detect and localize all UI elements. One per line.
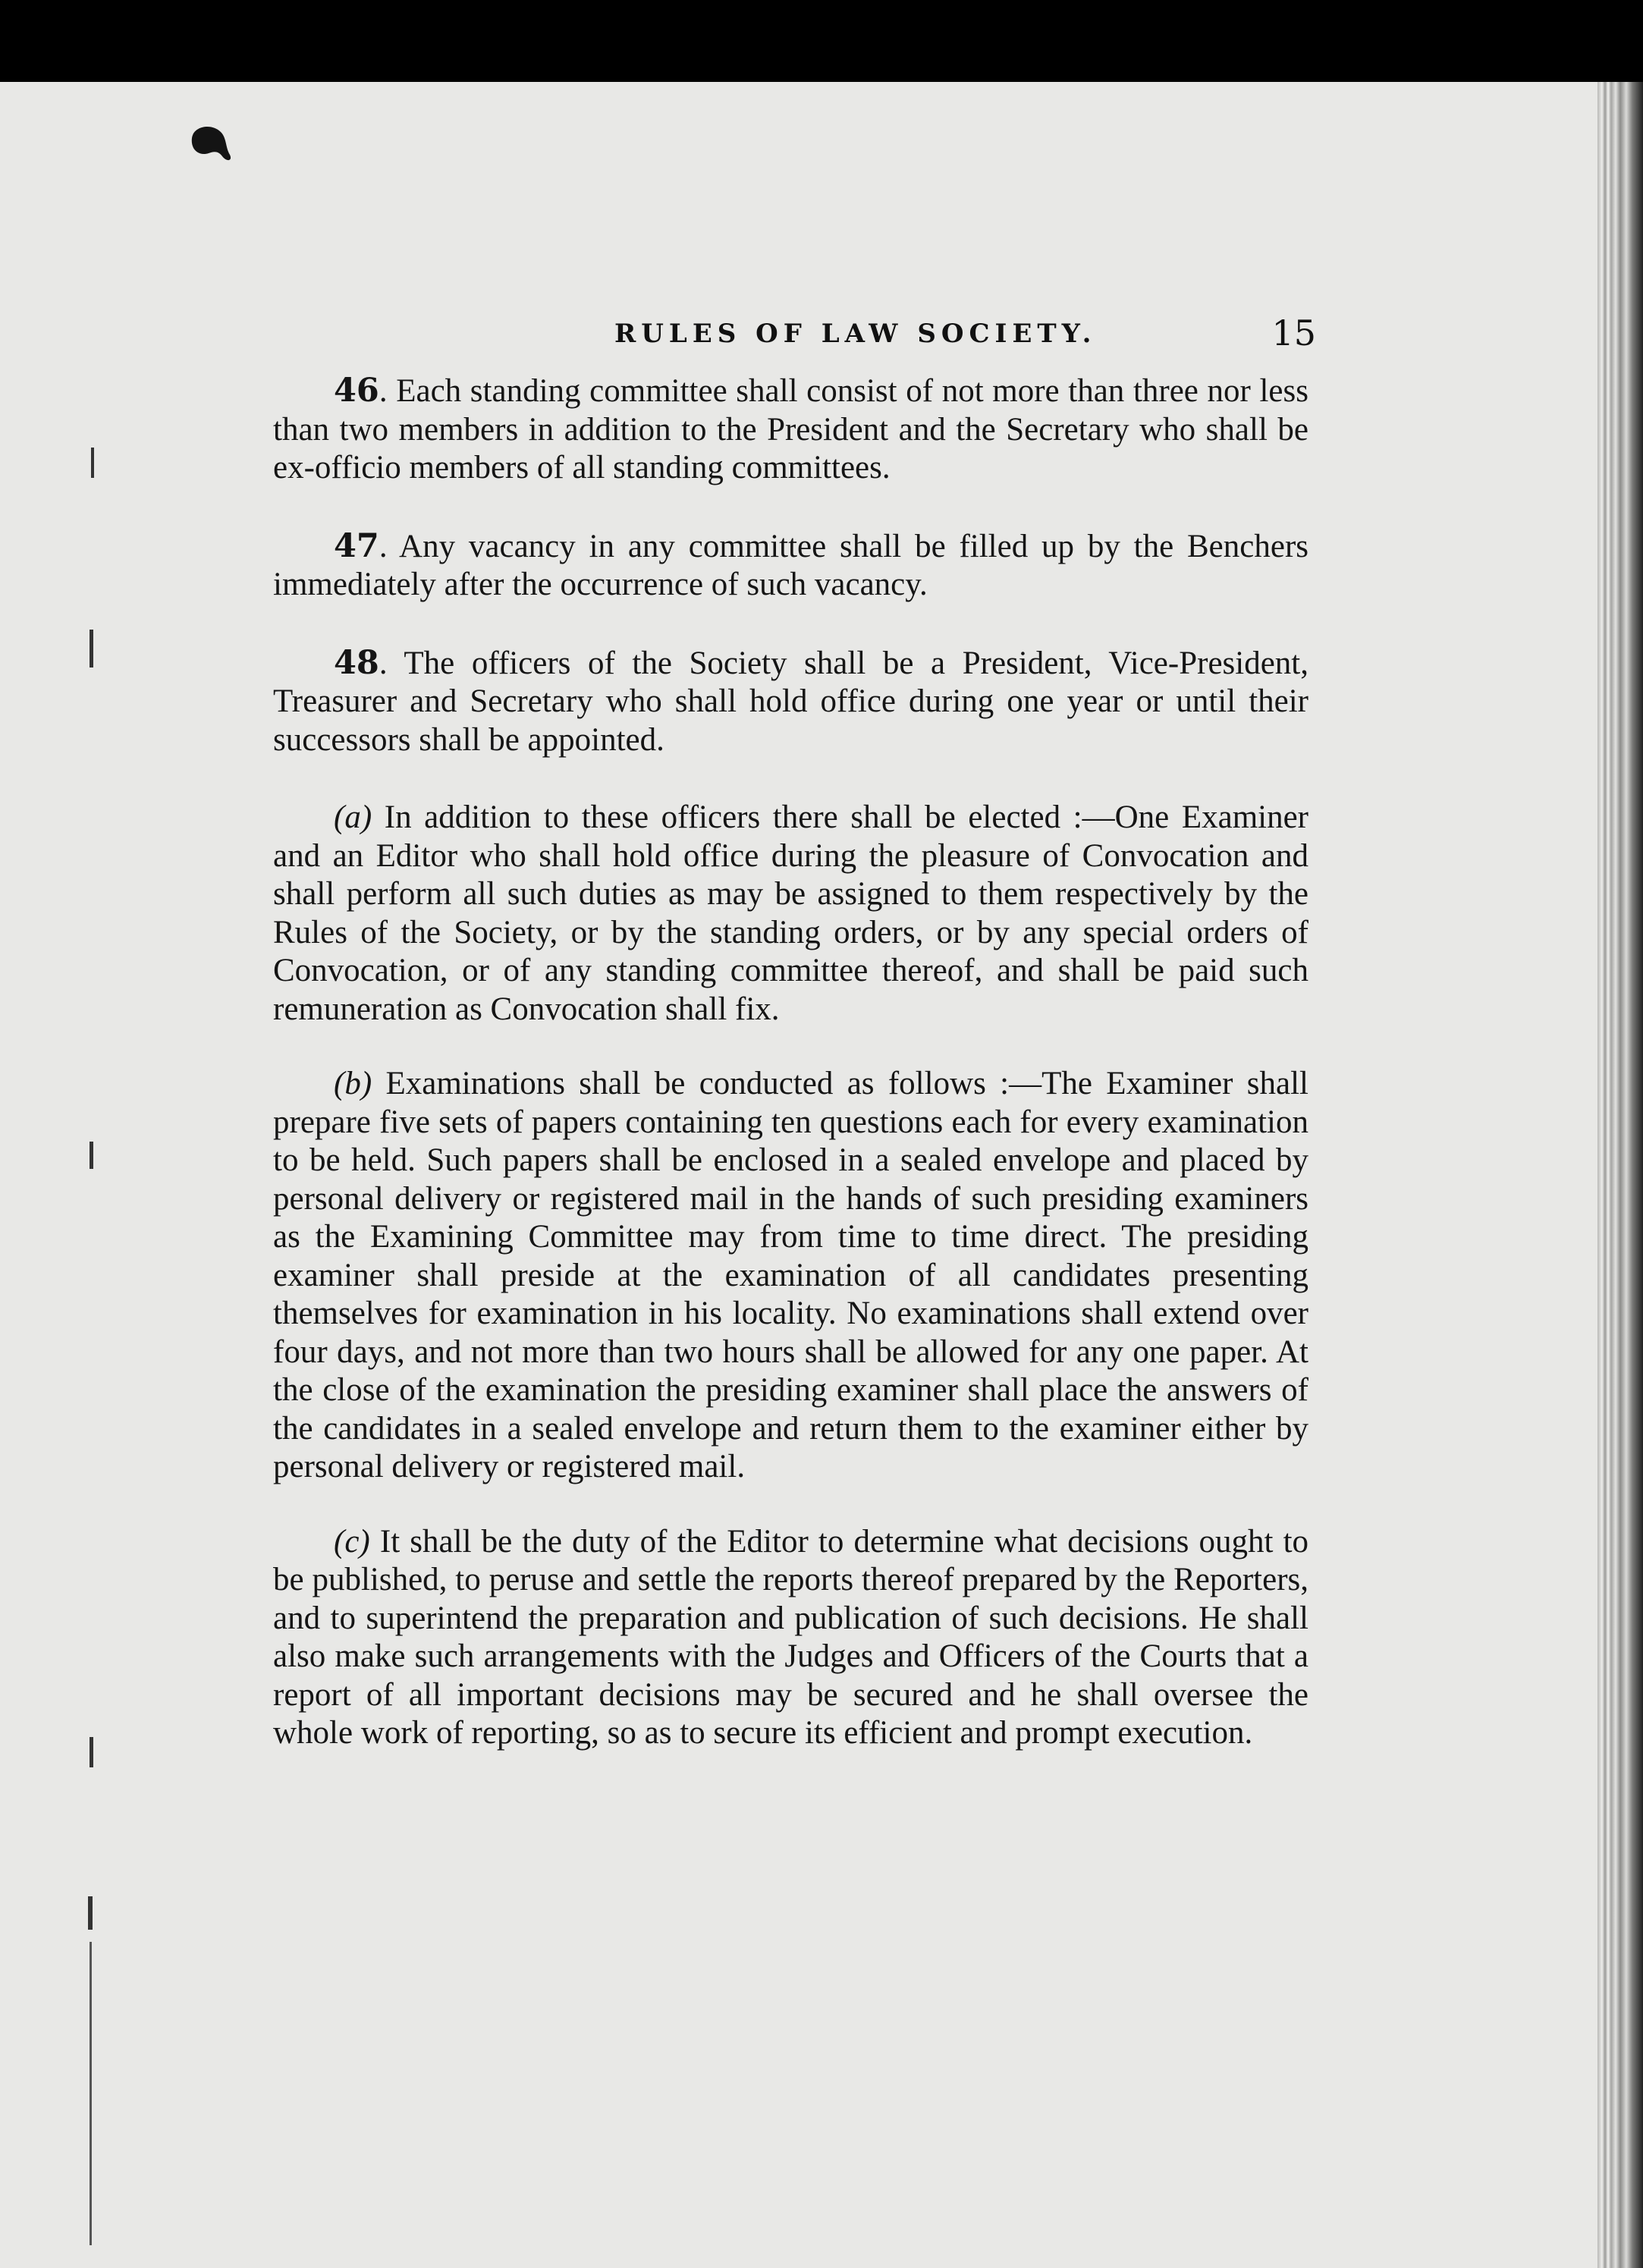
subsection-label: (c) (334, 1523, 370, 1560)
margin-bleed-mark (90, 630, 93, 668)
subsection-a (273, 799, 1308, 1029)
margin-bleed-mark (90, 1142, 93, 1169)
page-number: 15 (1271, 313, 1316, 353)
page-body (273, 372, 1308, 1789)
ink-blot-mark (186, 121, 239, 174)
section-46: 46. Each standing committee shall consist of not more than three nor less than two members in addition to the President and the Secretary who shall be ex-officio members of all standing committees. (273, 372, 1308, 485)
subsection-b (273, 1065, 1308, 1487)
margin-bleed-mark (90, 1737, 93, 1767)
section-48: 48. The officers of the Society shall be a President, Vice-President, Treasurer and Secretary who shall hold office during one year or until their successors shall be appointed. (273, 643, 1308, 758)
section-number: 48 (334, 643, 379, 682)
subsection-label: (b) (334, 1066, 372, 1101)
running-header (273, 313, 1316, 364)
section-text: Each standing committee shall consist of not more than three nor less than two members in addition to the President and the Secretary who shall be ex-officio members of all standing committees. (273, 373, 1308, 485)
subsection-text: Examinations shall be conducted as follows :—The Examiner shall prepare five sets of papers containing ten questions each for every examination to be held. Such papers shall be enclosed in a sealed envelope and placed by personal delivery or registered mail in the hands of such presiding examiners as the Examining Committee may from time to time direct. The presiding examiner shall preside at the examination of all candidates presenting themselves for examination in his locality. No examinations shall extend over four days, and not more than two hours shall be allowed for any one paper. At the close of the examination the presiding examiner shall place the answers of the candidates in a sealed envelope and return them to the examiner either by personal delivery or registered mail. (273, 1066, 1308, 1484)
margin-bleed-mark (91, 448, 94, 478)
section-number: 47 (334, 526, 379, 565)
subsection-c (273, 1523, 1308, 1753)
section-text: The officers of the Society shall be a President, Vice-President, Treasurer and Secretary who shall hold office during one year or until their successors shall be appointed. (273, 645, 1308, 758)
subsection-text: It shall be the duty of the Editor to determine what decisions ought to be published, to peruse and settle the reports thereof prepared by the Reporters, and to superintend the preparation and publication of such decisions. He shall also make such arrangements with the Judges and Officers of the Courts that a report of all important decisions may be secured and he shall oversee the whole work of reporting, so as to secure its efficient and prompt execution. (273, 1523, 1309, 1751)
section-47: 47. Any vacancy in any committee shall be filled up by the Benchers immediately after the occurrence of such vacancy. (273, 526, 1308, 602)
section-text: Any vacancy in any committee shall be filled up by the Benchers immediately after the occurrence of such vacancy. (273, 528, 1308, 602)
margin-bleed-mark (88, 1896, 93, 1930)
subsection-label: (a) (334, 799, 372, 835)
page-edge-shadow (1597, 82, 1643, 2268)
running-title: RULES OF LAW SOCIETY. (614, 319, 1097, 349)
subsection-text: In addition to these officers there shall be elected :—One Examiner and an Editor who shall hold office during the pleasure of Convocation and shall perform all such duties as may be assigned to them respectively by the Rules of the Society, or by the standing orders, or by any special orders of Convocation, or of any standing committee thereof, and shall be paid such remuneration as Convocation shall fix. (273, 799, 1308, 1027)
margin-bleed-mark (90, 1942, 92, 2245)
section-number: 46 (334, 372, 379, 410)
